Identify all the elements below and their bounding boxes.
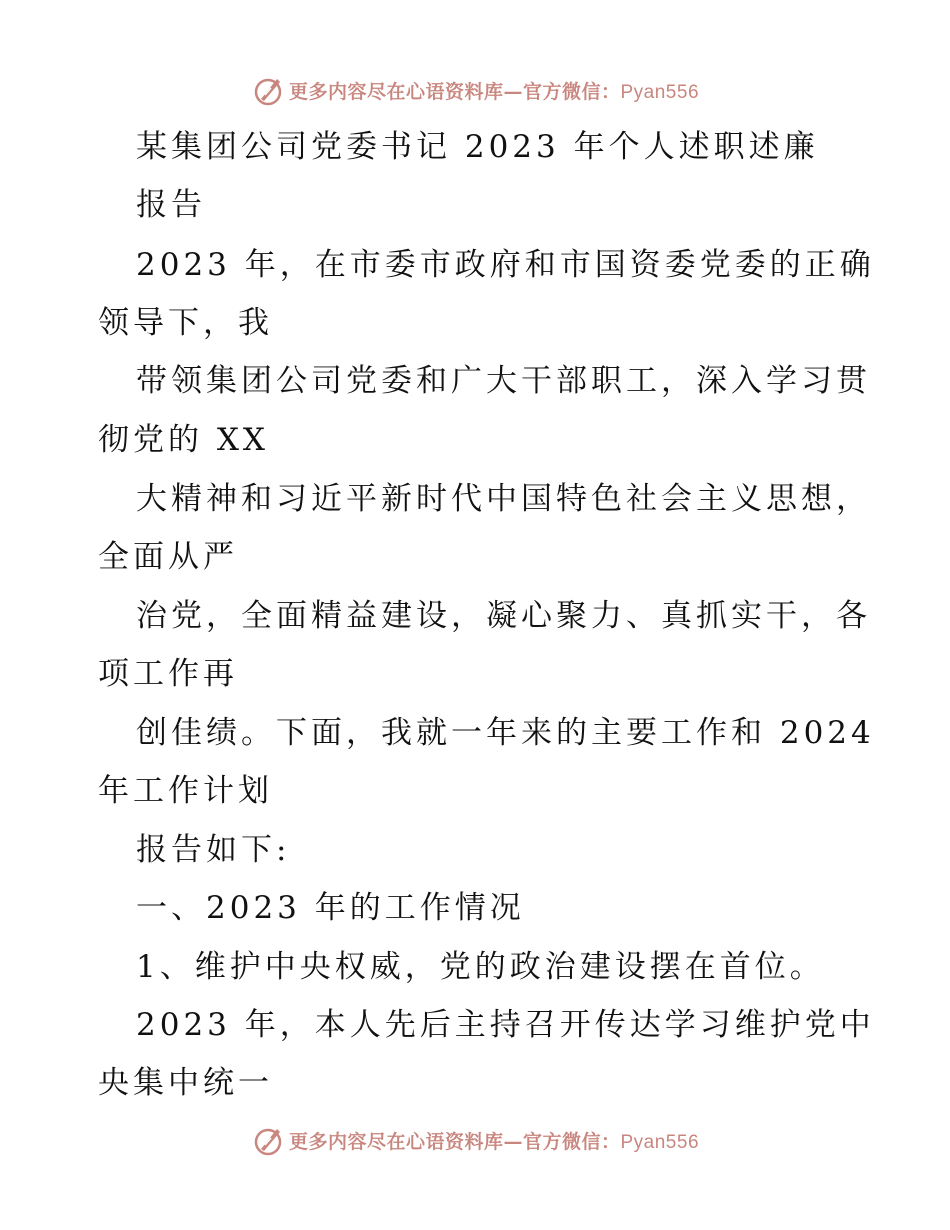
paragraph-line: 大精神和习近平新时代中国特色社会主义思想， <box>136 481 871 517</box>
feather-pen-seal-icon <box>251 1123 285 1157</box>
paragraph-line: 2023 年，本人先后主持召开传达学习维护党中 <box>136 1007 875 1043</box>
paragraph-line: 项工作再 <box>98 656 238 692</box>
watermark-text: 更多内容尽在心语资料库—官方微信：Pyan556 <box>288 80 700 103</box>
feather-pen-seal-icon <box>251 73 285 107</box>
subsection-heading: 1、维护中央权威，党的政治建设摆在首位。 <box>136 949 825 985</box>
paragraph-line: 全面从严 <box>98 539 238 575</box>
footer-watermark <box>0 1120 950 1160</box>
paragraph-line: 年工作计划 <box>98 773 273 809</box>
section-heading: 一、2023 年的工作情况 <box>136 890 525 926</box>
paragraph-line: 领导下，我 <box>98 305 273 341</box>
paragraph-line: 2023 年，在市委市政府和市国资委党委的正确 <box>136 247 875 283</box>
paragraph-line: 治党，全面精益建设，凝心聚力、真抓实干，各 <box>136 598 871 634</box>
paragraph-line: 报告如下: <box>136 832 291 868</box>
paragraph-line: 带领集团公司党委和广大干部职工，深入学习贯 <box>136 363 871 399</box>
paragraph-line: 彻党的 XX <box>98 422 269 458</box>
header-watermark <box>0 70 950 110</box>
document-title-line-1: 某集团公司党委书记 2023 年个人述职述廉 <box>136 129 819 165</box>
document-title-line-2: 报告 <box>136 187 206 223</box>
watermark-text: 更多内容尽在心语资料库—官方微信：Pyan556 <box>288 1130 700 1153</box>
paragraph-line: 央集中统一 <box>98 1065 273 1101</box>
paragraph-line: 创佳绩。下面，我就一年来的主要工作和 2024 <box>136 715 875 751</box>
